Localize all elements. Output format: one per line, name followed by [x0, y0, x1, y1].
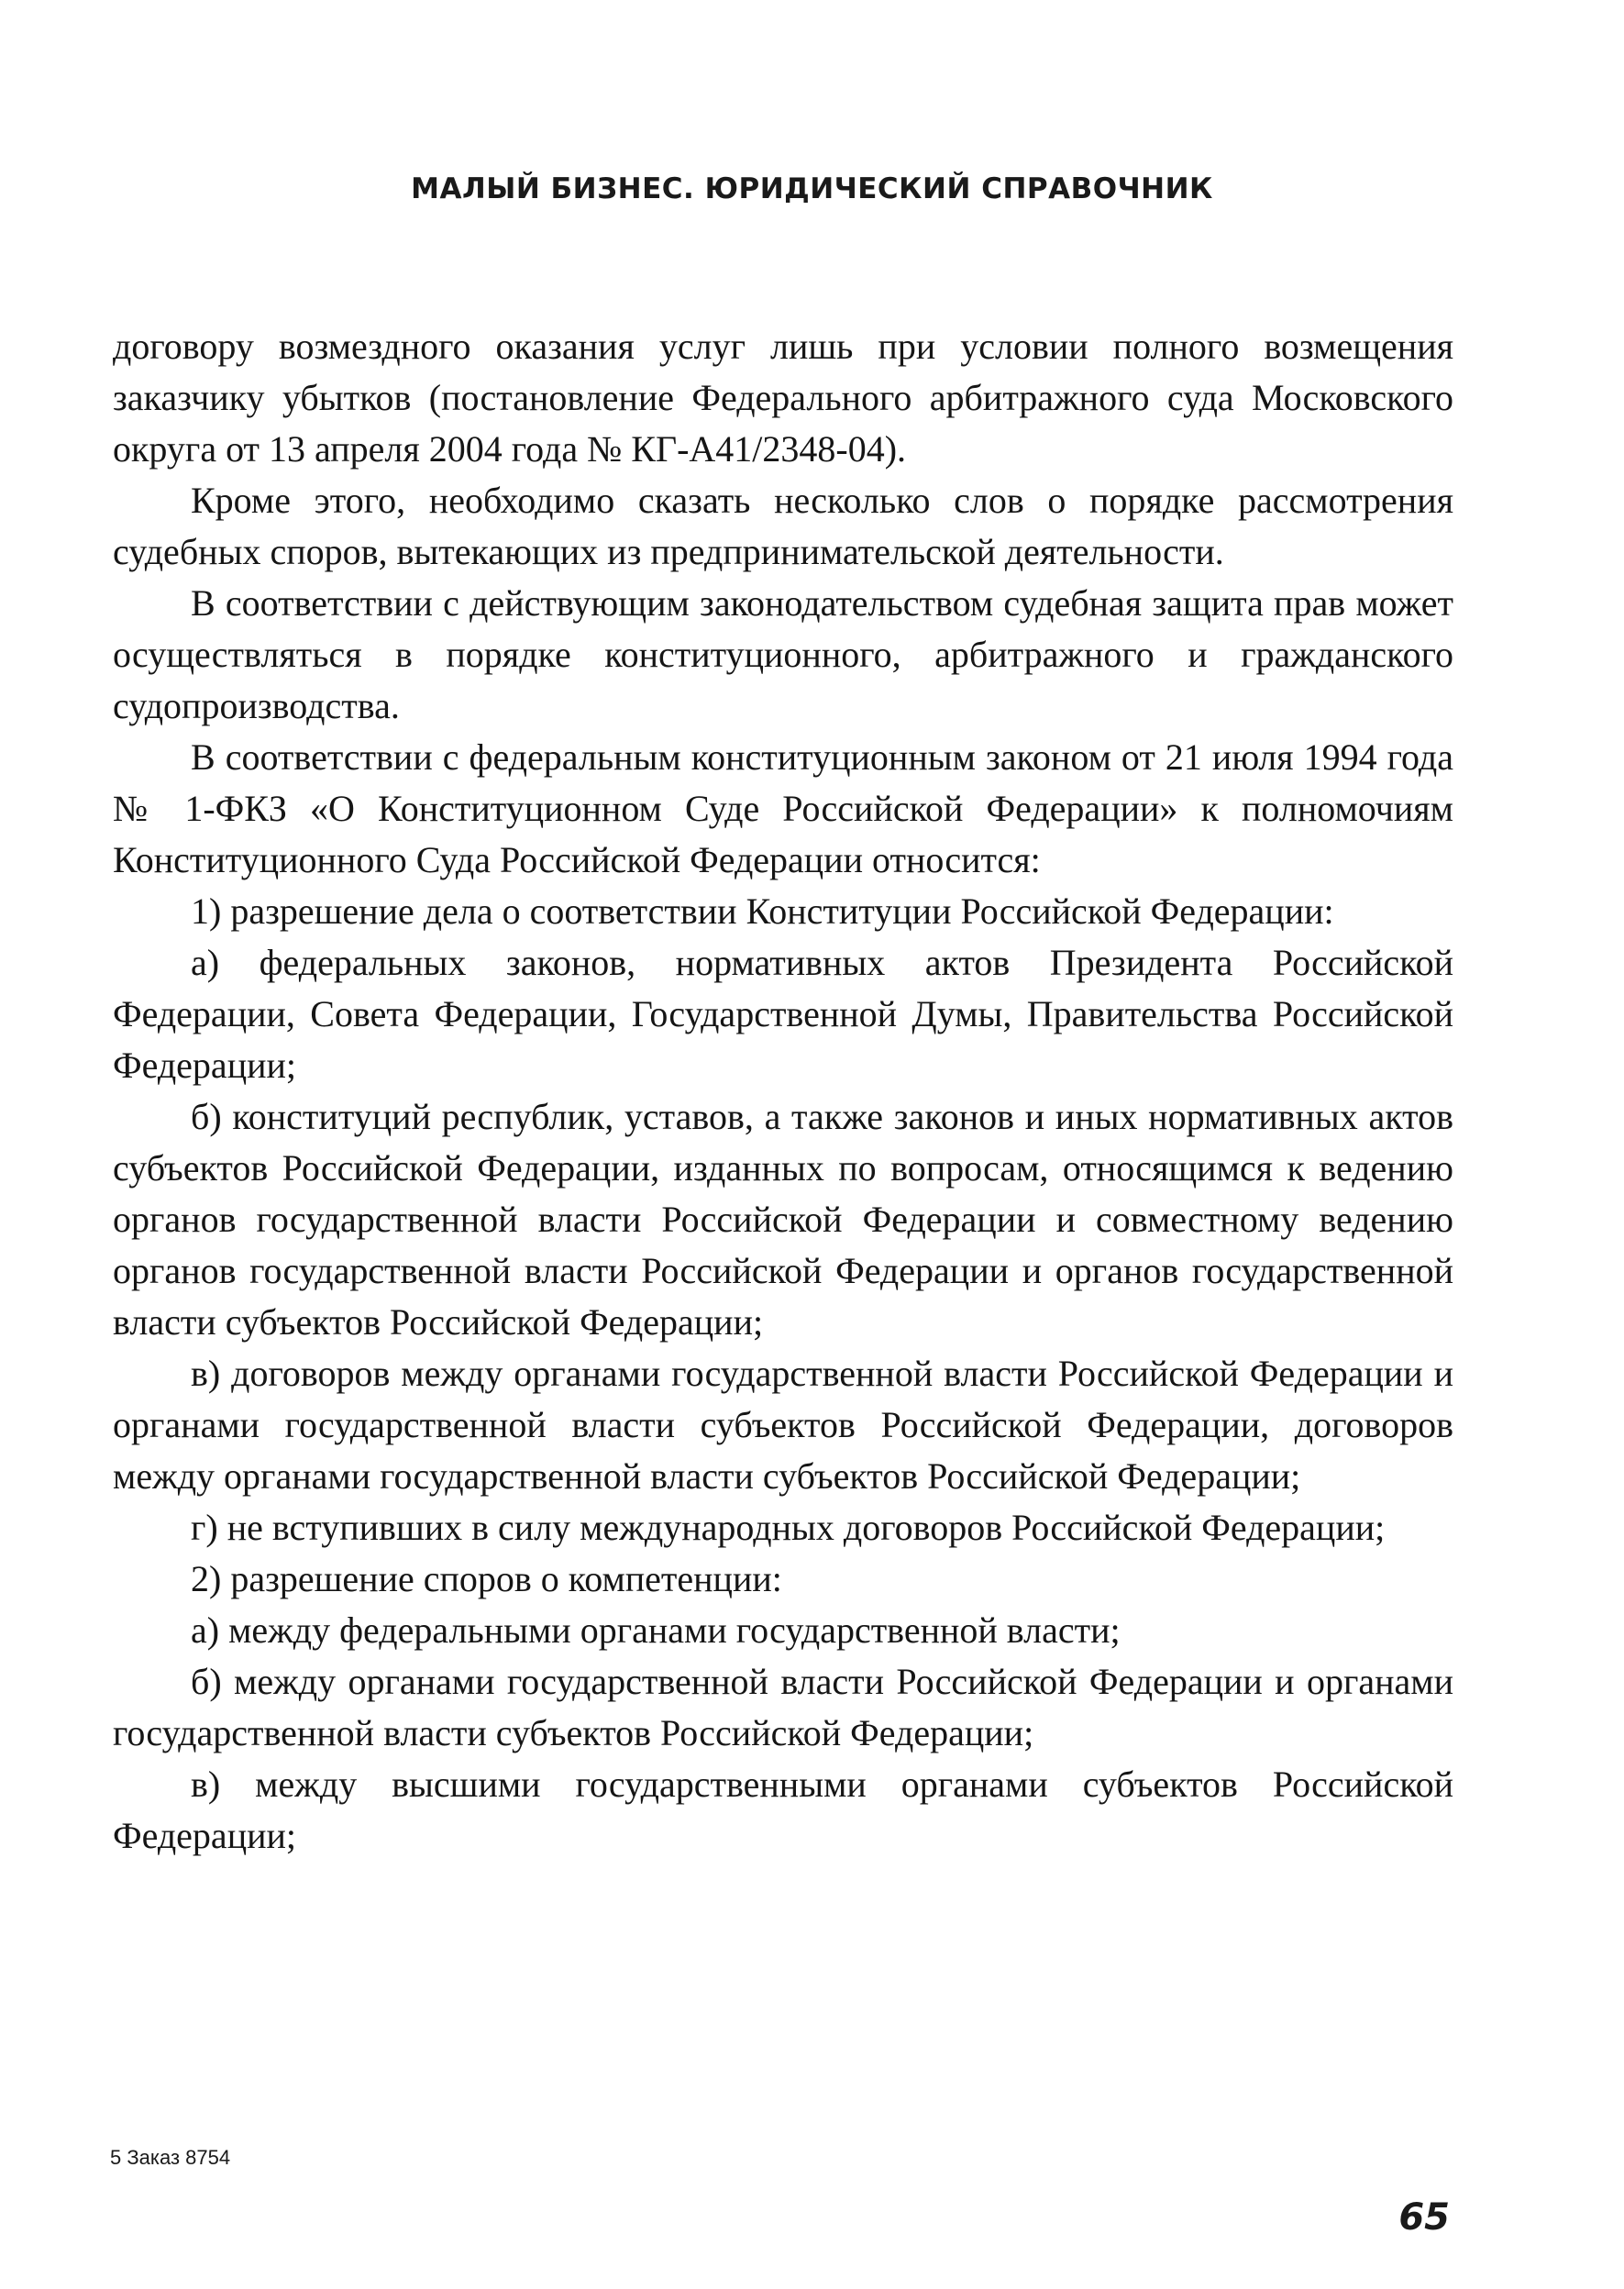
- page-number: 65: [1398, 2196, 1450, 2239]
- list-item: в) договоров между органами государственной власти Российской Федерации и органами государственной власти субъектов Российской Федерации, договоров между органами государственной власти субъектов Российской Федерации;: [113, 1353, 1453, 1497]
- list-item: а) между федеральными органами государственной власти;: [191, 1609, 1121, 1651]
- paragraph: В соответствии с федеральным конституционным законом от 21 июля 1994 года № 1-ФКЗ «О Конституционном Суде Российской Федерации» к полномочиям Конституционного Суда Российской Федерации относится:: [113, 736, 1453, 880]
- print-signature: 5 Заказ 8754: [110, 2146, 231, 2169]
- list-item: б) между органами государственной власти Российской Федерации и органами государственной власти субъектов Российской Федерации;: [113, 1661, 1453, 1753]
- body-text: [113, 321, 1453, 1862]
- list-item: а) федеральных законов, нормативных актов Президента Российской Федерации, Совета Федерации, Государственной Думы, Правительства Российской Федерации;: [113, 942, 1453, 1086]
- list-item: г) не вступивших в силу международных договоров Российской Федерации;: [191, 1507, 1386, 1548]
- list-item: 1) разрешение дела о соответствии Конституции Российской Федерации:: [191, 890, 1334, 932]
- paragraph: договору возмездного оказания услуг лишь при условии полного возмещения заказчику убытков (постановление Федерального арбитражного суда Московского округа от 13 апреля 2004 года № КГ-А41/2348-04).: [113, 326, 1453, 470]
- paragraph: В соответствии с действующим законодательством судебная защита прав может осуществляться в порядке конституционного, арбитражного и гражданского судопроизводства.: [113, 582, 1453, 726]
- running-header: МАЛЫЙ БИЗНЕС. ЮРИДИЧЕСКИЙ СПРАВОЧНИК: [411, 172, 1213, 205]
- paragraph: Кроме этого, необходимо сказать несколько слов о порядке рассмотрения судебных споров, вытекающих из предпринимательской деятельности.: [113, 480, 1453, 572]
- list-item: в) между высшими государственными органами субъектов Российской Федерации;: [113, 1764, 1453, 1856]
- list-item: б) конституций республик, уставов, а также законов и иных нормативных актов субъектов Российской Федерации, изданных по вопросам, относящимся к ведению органов государственной власти Российской Федерации и совместному ведению органов государственной власти Российской Федерации и органов государственной власти субъектов Российской Федерации;: [113, 1096, 1453, 1343]
- list-item: 2) разрешение споров о компетенции:: [191, 1558, 782, 1599]
